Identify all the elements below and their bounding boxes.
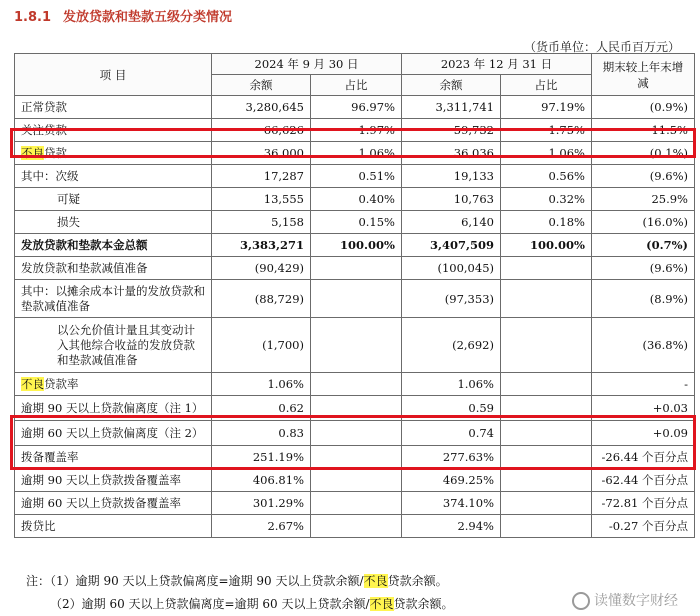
section-heading (14, 6, 232, 25)
balance-2023: 6,140 (402, 211, 501, 234)
balance-2023: 10,763 (402, 188, 501, 211)
change-value: -26.44 个百分点 (592, 446, 695, 469)
table-row (15, 318, 695, 373)
header-balance-2024: 余额 (212, 75, 311, 96)
footnote-2: （2）逾期 60 天以上贷款偏离度=逾期 60 天以上贷款余额/不良贷款余额。 (50, 597, 454, 611)
row-label: 不良贷款率 (15, 373, 212, 396)
change-value: (9.6%) (592, 257, 695, 280)
table-row (15, 373, 695, 396)
header-period-2023: 2023 年 12 月 31 日 (402, 54, 592, 75)
ratio-2023: 0.56% (501, 165, 592, 188)
row-label: 关注贷款 (15, 119, 212, 142)
balance-2023: (2,692) (402, 318, 501, 373)
ratio-2023 (501, 421, 592, 446)
balance-2023: 19,133 (402, 165, 501, 188)
ratio-2023: 0.18% (501, 211, 592, 234)
change-value: +0.09 (592, 421, 695, 446)
table-row (15, 257, 695, 280)
row-label: 逾期 90 天以上贷款拨备覆盖率 (15, 469, 212, 492)
ratio-2023: 100.00% (501, 234, 592, 257)
balance-2024: 406.81% (212, 469, 311, 492)
ratio-2023 (501, 318, 592, 373)
ratio-2024 (311, 373, 402, 396)
ratio-2024: 96.97% (311, 96, 402, 119)
change-value: (36.8%) (592, 318, 695, 373)
currency-unit-note: （货币单位：人民币百万元） (523, 40, 680, 54)
change-value: - (592, 373, 695, 396)
row-label: 不良贷款 (15, 142, 212, 165)
balance-2024: 3,383,271 (212, 234, 311, 257)
table-row (15, 515, 695, 538)
ratio-2024: 1.97% (311, 119, 402, 142)
row-label: 损失 (15, 211, 212, 234)
change-value: (9.6%) (592, 165, 695, 188)
watermark-logo-icon (572, 592, 590, 610)
balance-2024: 0.83 (212, 421, 311, 446)
change-value: 11.5% (592, 119, 695, 142)
section-title: 发放贷款和垫款五级分类情况 (63, 10, 233, 25)
loan-classification-table (14, 53, 695, 538)
change-value: +0.03 (592, 396, 695, 421)
change-value: 25.9% (592, 188, 695, 211)
table-row (15, 96, 695, 119)
row-label: 发放贷款和垫款本金总额 (15, 234, 212, 257)
ratio-2024 (311, 280, 402, 318)
header-change: 期末较上年末增减 (592, 54, 695, 96)
balance-2024: 3,280,645 (212, 96, 311, 119)
balance-2023: (97,353) (402, 280, 501, 318)
change-value: (16.0%) (592, 211, 695, 234)
highlighted-text: 不良 (21, 377, 44, 391)
ratio-2023: 1.06% (501, 142, 592, 165)
balance-2023: 59,732 (402, 119, 501, 142)
balance-2024: 13,555 (212, 188, 311, 211)
header-item: 项 目 (15, 54, 212, 96)
row-label: 逾期 60 天以上贷款偏离度（注 2） (15, 421, 212, 446)
table-row (15, 469, 695, 492)
table-row (15, 446, 695, 469)
change-value: -72.81 个百分点 (592, 492, 695, 515)
table-row (15, 421, 695, 446)
ratio-2023 (501, 280, 592, 318)
ratio-2024: 1.06% (311, 142, 402, 165)
table-row (15, 119, 695, 142)
ratio-2024 (311, 469, 402, 492)
row-label: 可疑 (15, 188, 212, 211)
ratio-2024: 0.15% (311, 211, 402, 234)
ratio-2023: 0.32% (501, 188, 592, 211)
balance-2023: 36,036 (402, 142, 501, 165)
row-label: 发放贷款和垫款减值准备 (15, 257, 212, 280)
ratio-2023 (501, 469, 592, 492)
change-value: -62.44 个百分点 (592, 469, 695, 492)
balance-2024: 17,287 (212, 165, 311, 188)
table-row (15, 188, 695, 211)
balance-2023: 3,407,509 (402, 234, 501, 257)
ratio-2023 (501, 492, 592, 515)
row-label: 正常贷款 (15, 96, 212, 119)
balance-2023: 3,311,741 (402, 96, 501, 119)
change-value: -0.27 个百分点 (592, 515, 695, 538)
highlighted-text: 不良 (363, 574, 388, 588)
ratio-2023 (501, 396, 592, 421)
balance-2023: (100,045) (402, 257, 501, 280)
ratio-2024 (311, 515, 402, 538)
balance-2024: 1.06% (212, 373, 311, 396)
ratio-2023 (501, 257, 592, 280)
table-row (15, 280, 695, 318)
ratio-2023: 1.75% (501, 119, 592, 142)
change-value: (0.1%) (592, 142, 695, 165)
balance-2023: 469.25% (402, 469, 501, 492)
table-row (15, 211, 695, 234)
highlighted-text: 不良 (369, 597, 394, 611)
table-row (15, 142, 695, 165)
table-row (15, 492, 695, 515)
row-label: 其中：以摊余成本计量的发放贷款和垫款减值准备 (15, 280, 212, 318)
ratio-2024 (311, 318, 402, 373)
balance-2024: (1,700) (212, 318, 311, 373)
balance-2024: 301.29% (212, 492, 311, 515)
balance-2024: 5,158 (212, 211, 311, 234)
balance-2024: 36,000 (212, 142, 311, 165)
row-label: 拨备覆盖率 (15, 446, 212, 469)
ratio-2023 (501, 373, 592, 396)
table-row (15, 165, 695, 188)
change-value: (0.7%) (592, 234, 695, 257)
row-label: 以公允价值计量且其变动计入其他综合收益的发放贷款和垫款减值准备 (15, 318, 212, 373)
row-label: 拨贷比 (15, 515, 212, 538)
ratio-2024 (311, 446, 402, 469)
ratio-2024: 0.51% (311, 165, 402, 188)
balance-2023: 277.63% (402, 446, 501, 469)
row-label: 逾期 90 天以上贷款偏离度（注 1） (15, 396, 212, 421)
watermark: 读懂数字财经 (572, 590, 678, 610)
row-label: 逾期 60 天以上贷款拨备覆盖率 (15, 492, 212, 515)
balance-2023: 374.10% (402, 492, 501, 515)
ratio-2024 (311, 492, 402, 515)
table-row (15, 396, 695, 421)
ratio-2024: 0.40% (311, 188, 402, 211)
row-label: 其中：次级 (15, 165, 212, 188)
header-balance-2023: 余额 (402, 75, 501, 96)
ratio-2024: 100.00% (311, 234, 402, 257)
balance-2023: 1.06% (402, 373, 501, 396)
header-ratio-2024: 占比 (311, 75, 402, 96)
balance-2024: (90,429) (212, 257, 311, 280)
change-value: (0.9%) (592, 96, 695, 119)
ratio-2023 (501, 515, 592, 538)
ratio-2023 (501, 446, 592, 469)
ratio-2024 (311, 421, 402, 446)
balance-2024: 66,626 (212, 119, 311, 142)
balance-2023: 0.74 (402, 421, 501, 446)
footnote-1: 注：（1）逾期 90 天以上贷款偏离度=逾期 90 天以上贷款余额/不良贷款余额。 (26, 574, 448, 588)
header-ratio-2023: 占比 (501, 75, 592, 96)
balance-2023: 2.94% (402, 515, 501, 538)
balance-2024: (88,729) (212, 280, 311, 318)
table-row-total (15, 234, 695, 257)
change-value: (8.9%) (592, 280, 695, 318)
highlighted-text: 不良 (21, 146, 44, 160)
balance-2024: 251.19% (212, 446, 311, 469)
ratio-2024 (311, 396, 402, 421)
balance-2024: 2.67% (212, 515, 311, 538)
ratio-2023: 97.19% (501, 96, 592, 119)
section-number: 1.8.1 (14, 10, 52, 25)
header-period-2024: 2024 年 9 月 30 日 (212, 54, 402, 75)
ratio-2024 (311, 257, 402, 280)
balance-2023: 0.59 (402, 396, 501, 421)
balance-2024: 0.62 (212, 396, 311, 421)
